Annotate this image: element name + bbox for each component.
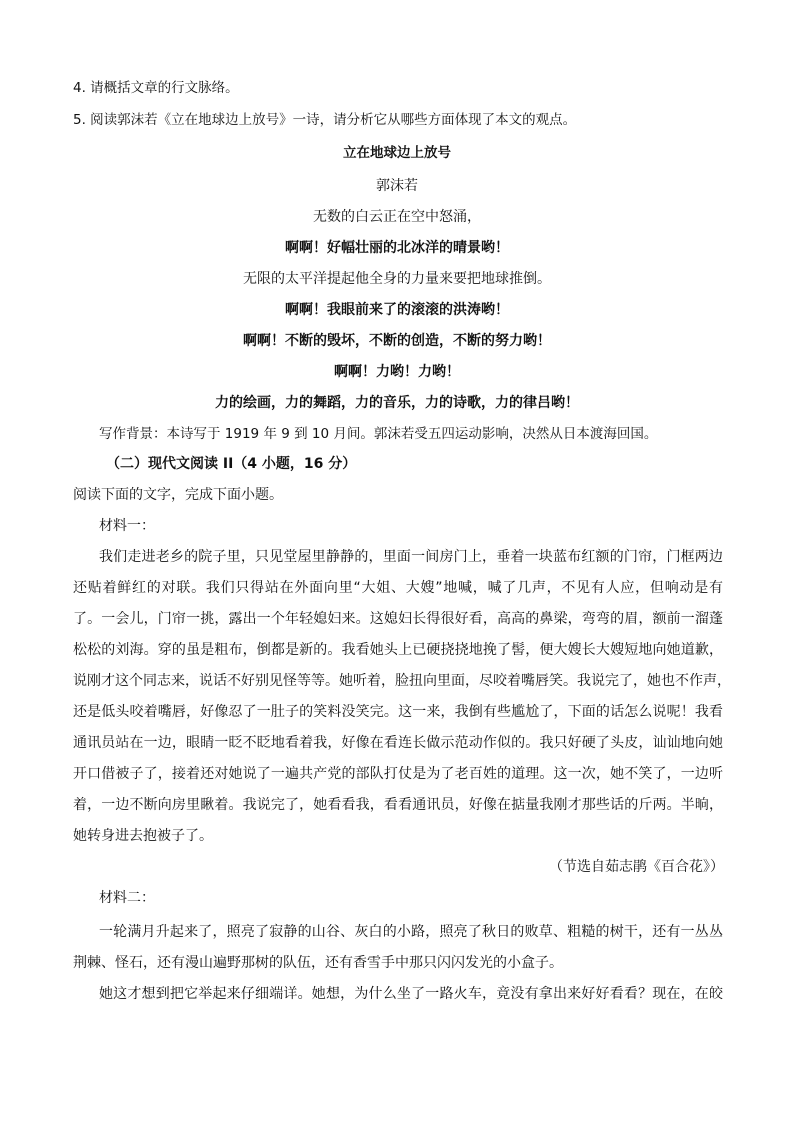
paragraph-line: 还贴着鲜红的对联。我们只得站在外面向里“大姐、大嫂”地喊，喊了几声，不见有人应，但响动是有 bbox=[73, 580, 723, 596]
paragraph-line: 我们走进老乡的院子里，只见堂屋里静静的，里面一间房门上，垂着一块蓝布红额的门帘，门框两边 bbox=[99, 549, 723, 565]
poem-line: 啊啊！不断的毁坏，不断的创造，不断的努力哟！ bbox=[243, 333, 551, 349]
material-1-label: 材料一： bbox=[99, 518, 155, 534]
poem-line: 啊啊！力哟！力哟！ bbox=[334, 364, 460, 380]
poem-background: 写作背景：本诗写于 1919 年 9 到 10 月间。郭沫若受五四运动影响，决然从日本渡海回国。 bbox=[99, 426, 658, 442]
paragraph-line: 荆棘、怪石，还有漫山遍野那树的队伍，还有香雪手中那只闪闪发光的小盒子。 bbox=[73, 955, 563, 971]
question-4: 4. 请概括文章的行文脉络。 bbox=[73, 80, 239, 96]
paragraph-line: 了。一会儿，门帘一挑，露出一个年轻媳妇来。这媳妇长得很好看，高高的鼻梁，弯弯的眉，额前一溜蓬 bbox=[73, 611, 723, 627]
paragraph-line: 开口借被子了，接着还对她说了一遍共产党的部队打仗是为了老百姓的道理。这一次，她不笑了，一边听 bbox=[73, 766, 723, 782]
material-1-source: （节选自茹志鹃《百合花》） bbox=[549, 859, 724, 875]
paragraph-line: 通讯员站在一边，眼睛一眨不眨地看着我，好像在看连长做示范动作似的。我只好硬了头皮，讪讪地向她 bbox=[73, 735, 723, 751]
poem-line: 力的绘画，力的舞蹈，力的音乐，力的诗歌，力的律吕哟！ bbox=[215, 395, 579, 411]
section-heading: （二）现代文阅读 II（4 小题，16 分） bbox=[106, 456, 357, 472]
paragraph-line: 还是低头咬着嘴唇，好像忍了一肚子的笑料没笑完。这一来，我倒有些尴尬了，下面的话怎么说呢！我看 bbox=[73, 704, 723, 720]
paragraph-line: 她这才想到把它举起来仔细端详。她想，为什么坐了一路火车，竟没有拿出来好好看看？现在，在皎 bbox=[99, 986, 723, 1002]
material-2-label: 材料二： bbox=[99, 890, 155, 906]
poem-title: 立在地球边上放号 bbox=[343, 145, 451, 161]
paragraph-line: 说刚才这个同志来，说话不好别见怪等等。她听着，脸扭向里面，尽咬着嘴唇笑。我说完了，她也不作声， bbox=[73, 673, 731, 689]
question-5: 5. 阅读郭沫若《立在地球边上放号》一诗，请分析它从哪些方面体现了本文的观点。 bbox=[73, 112, 577, 128]
poem-line: 啊啊！我眼前来了的滚滚的洪涛哟！ bbox=[285, 302, 509, 318]
paragraph-line: 一轮满月升起来了，照亮了寂静的山谷、灰白的小路，照亮了秋日的败草、粗糙的树干，还有一丛丛 bbox=[99, 924, 723, 940]
poem-author: 郭沫若 bbox=[376, 178, 418, 194]
paragraph-line: 着，一边不断向房里瞅着。我说完了，她看看我，看看通讯员，好像在掂量我刚才那些话的斤两。半晌， bbox=[73, 797, 723, 813]
section-instruction: 阅读下面的文字，完成下面小题。 bbox=[73, 487, 283, 503]
poem-line: 无限的太平洋提起他全身的力量来要把地球推倒。 bbox=[243, 271, 551, 287]
poem-line: 无数的白云正在空中怒涌， bbox=[313, 209, 481, 225]
paragraph-line: 松松的刘海。穿的虽是粗布，倒都是新的。我看她头上已硬挠挠地挽了髻，便大嫂长大嫂短地向她道歉， bbox=[73, 642, 723, 658]
paragraph-line: 她转身进去抱被子了。 bbox=[73, 828, 213, 844]
poem-line: 啊啊！好幅壮丽的北冰洋的晴景哟！ bbox=[285, 240, 509, 256]
